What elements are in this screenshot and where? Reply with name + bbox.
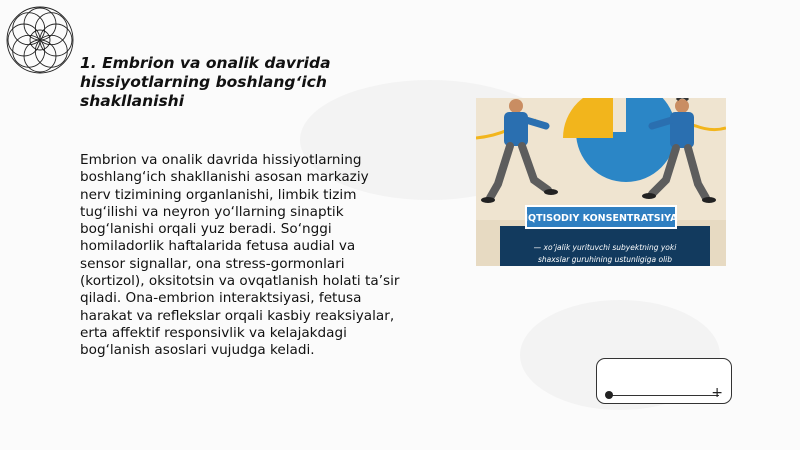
- slide-body-text: Embrion va onalik davrida hissiyotlarning boshlang‘ich shakllanishi asosan markaziy nerv tizimining organlanishi, limbik tizim tug‘ilishi va neyron yo‘llarning sinaptik bog‘lanishi orqali yuz beradi. So‘nggi homiladorlik haftalarida fetusa audial va sensor signallar, ona stress-gormonlari (kortizol), oksitotsin va ovqatlanish holati ta’sir qiladi. Ona-embrion interaktsiyasi, fetusa harakat va reflekslar orqali kasbiy reaksiyalar, erta affektif responsivlik va kelajakdagi bog‘lanish asoslari vujudga keladi.: [80, 152, 400, 359]
- illustration-image: [476, 98, 726, 266]
- caption-line-1: — xo‘jalik yurituvchi subyektning yoki: [533, 243, 677, 252]
- plus-icon[interactable]: +: [711, 385, 723, 401]
- slide-heading: 1. Embrion va onalik davrida hissiyotlarning boshlang‘ich shakllanishi: [80, 54, 331, 110]
- slider-thumb[interactable]: [605, 391, 613, 399]
- slider-control[interactable]: [596, 358, 732, 404]
- caption-line-2: shaxslar guruhining ustunligiga olib: [537, 255, 673, 264]
- pie-tug-of-war-illustration: [476, 98, 726, 266]
- logo-icon: [4, 4, 76, 76]
- slider-track[interactable]: [609, 395, 719, 396]
- banner-title: IQTISODIY KONSENTRATSIYA: [524, 213, 678, 224]
